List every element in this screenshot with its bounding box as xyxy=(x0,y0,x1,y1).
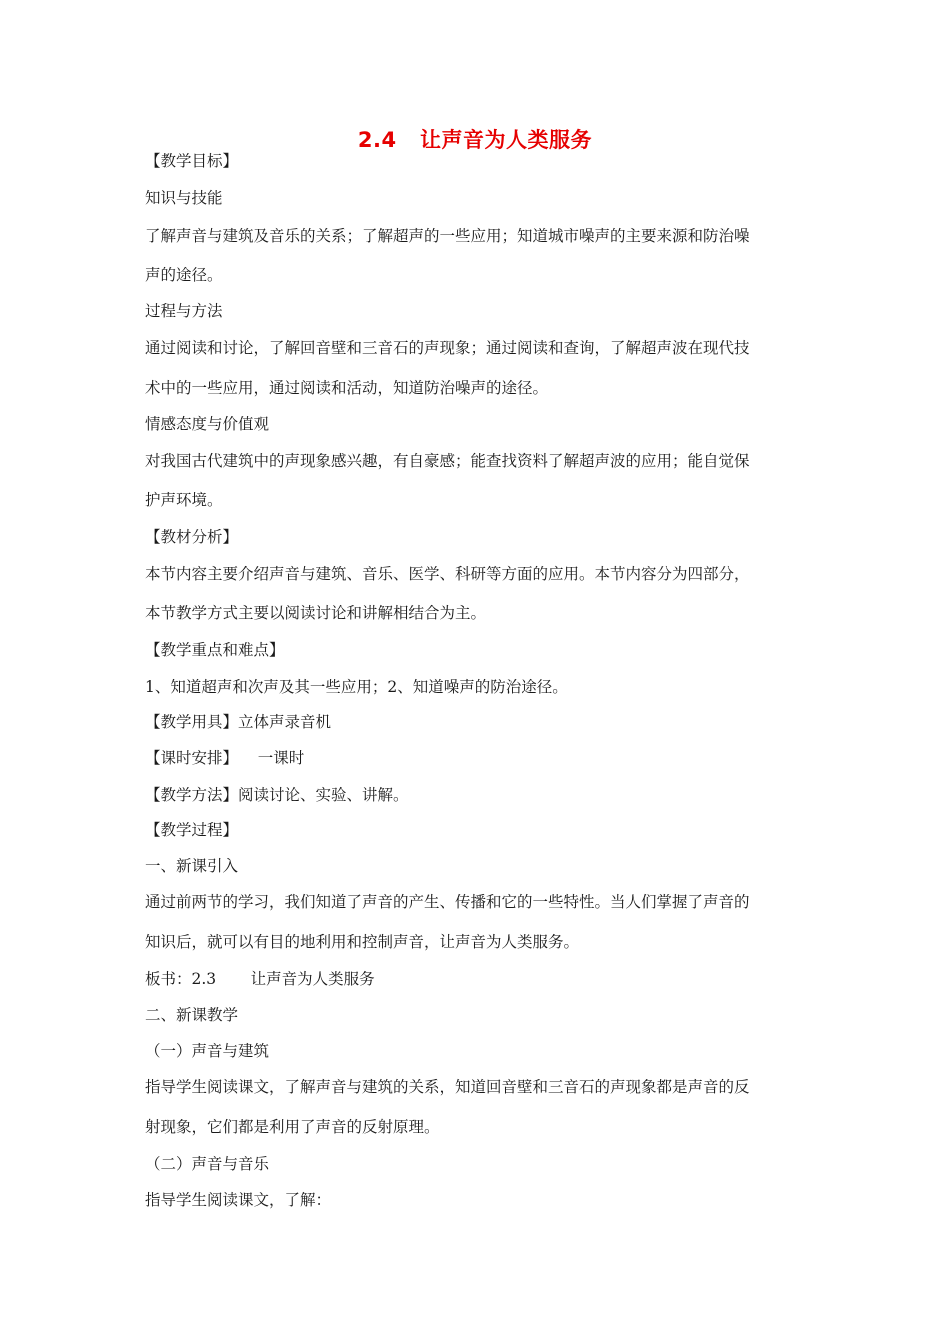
paragraph-line: 本节内容主要介绍声音与建筑、音乐、医学、科研等方面的应用。本节内容分为四部分， xyxy=(145,565,750,583)
subheading-knowledge-skills: 知识与技能 xyxy=(145,189,223,207)
paragraph-line: 通过阅读和讨论，了解回音壁和三音石的声现象；通过阅读和查询，了解超声波在现代技 xyxy=(145,339,750,357)
paragraph-line: 本节教学方式主要以阅读讨论和讲解相结合为主。 xyxy=(145,604,487,622)
paragraph-line: 通过前两节的学习，我们知道了声音的产生、传播和它的一些特性。当人们掌握了声音的 xyxy=(145,893,750,911)
section-heading-objectives: 【教学目标】 xyxy=(145,152,239,170)
document-title: 2.4 让声音为人类服务 xyxy=(357,128,593,152)
subheading-attitude-values: 情感态度与价值观 xyxy=(145,415,270,433)
subheading-new-lesson: 二、新课教学 xyxy=(145,1006,239,1024)
paragraph-line: 知识后，就可以有目的地利用和控制声音，让声音为人类服务。 xyxy=(145,933,580,951)
subheading-sound-architecture: （一）声音与建筑 xyxy=(145,1042,270,1060)
paragraph-line: 护声环境。 xyxy=(145,491,223,509)
paragraph-line: 对我国古代建筑中的声现象感兴趣，有自豪感；能查找资料了解超声波的应用；能自觉保 xyxy=(145,452,750,470)
paragraph-line: 指导学生阅读课文，了解： xyxy=(145,1191,332,1209)
paragraph-line: 1、知道超声和次声及其一些应用；2、知道噪声的防治途径。 xyxy=(145,678,568,696)
paragraph-line: 指导学生阅读课文，了解声音与建筑的关系，知道回音壁和三音石的声现象都是声音的反 xyxy=(145,1078,750,1096)
section-heading-process: 【教学过程】 xyxy=(145,821,239,839)
subheading-intro: 一、新课引入 xyxy=(145,857,239,875)
section-heading-method: 【教学方法】阅读讨论、实验、讲解。 xyxy=(145,786,409,804)
section-heading-tools: 【教学用具】立体声录音机 xyxy=(145,713,332,731)
paragraph-line: 射现象，它们都是利用了声音的反射原理。 xyxy=(145,1118,440,1136)
paragraph-line: 术中的一些应用，通过阅读和活动，知道防治噪声的途径。 xyxy=(145,379,549,397)
subheading-process-method: 过程与方法 xyxy=(145,302,223,320)
section-heading-material-analysis: 【教材分析】 xyxy=(145,528,239,546)
section-heading-key-points: 【教学重点和难点】 xyxy=(145,641,285,659)
paragraph-line: 了解声音与建筑及音乐的关系；了解超声的一些应用；知道城市噪声的主要来源和防治噪 xyxy=(145,227,750,245)
section-heading-schedule: 【课时安排】 一课时 xyxy=(145,749,305,767)
paragraph-line: 声的途径。 xyxy=(145,266,223,284)
subheading-sound-music: （二）声音与音乐 xyxy=(145,1155,270,1173)
board-note: 板书：2.3 让声音为人类服务 xyxy=(145,970,375,988)
